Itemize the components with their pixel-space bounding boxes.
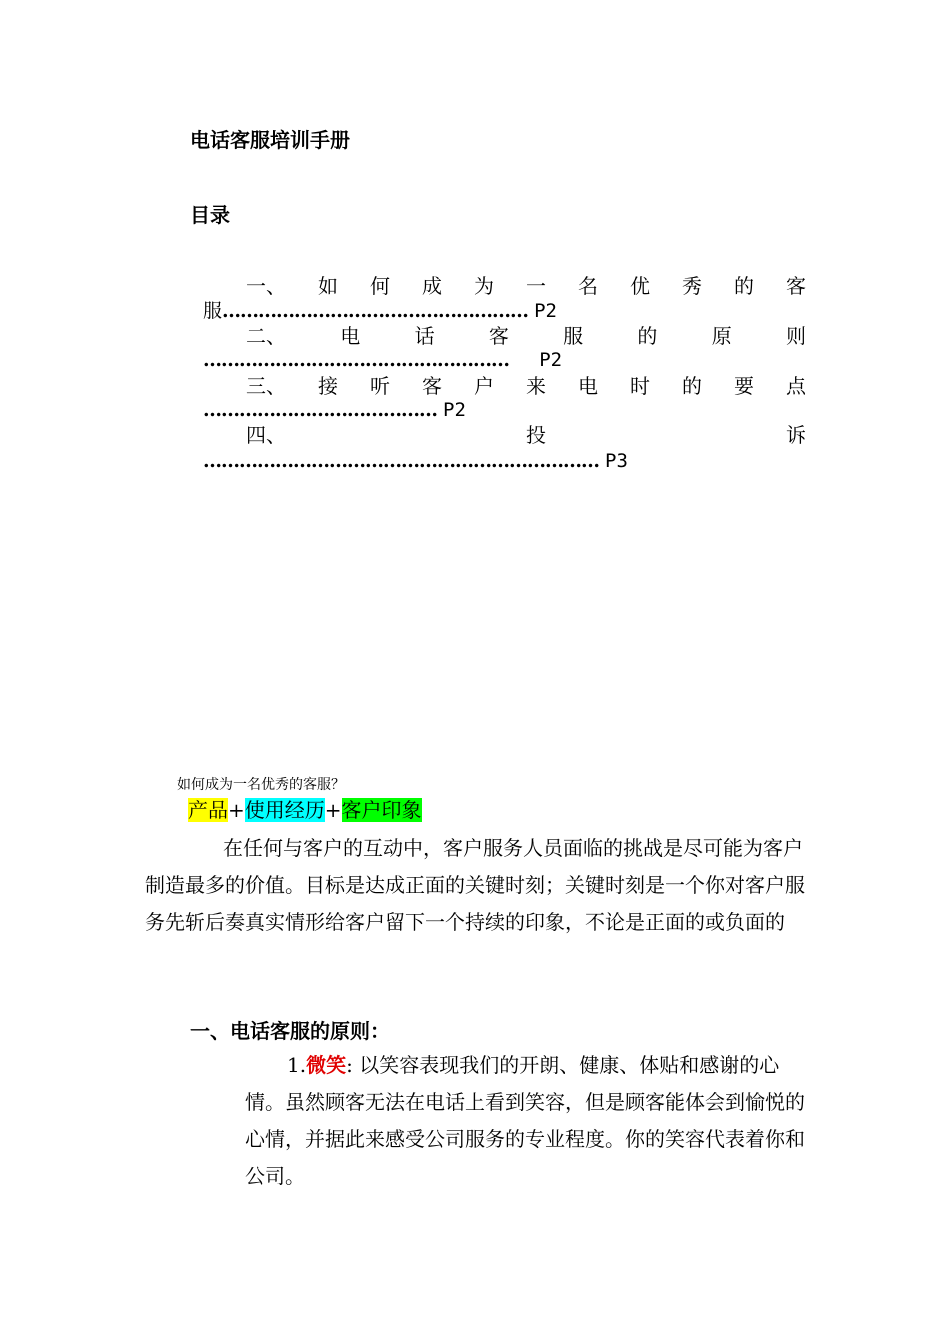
toc-entry-char: 三、 bbox=[246, 374, 286, 398]
toc-entry-char: 二、 bbox=[246, 324, 286, 348]
toc-entry-char: 秀 bbox=[682, 274, 702, 298]
document-title: 电话客服培训手册 bbox=[190, 128, 350, 152]
toc-leader-dots: ………………………………………………………… bbox=[203, 450, 599, 472]
toc-page-number: P2 bbox=[534, 300, 557, 322]
toc-entry-char: 电 bbox=[340, 324, 361, 348]
toc-entry-char: 服 bbox=[563, 324, 584, 348]
item-text: : 以笑容表现我们的开朗、健康、体贴和感谢的心情。虽然顾客无法在电话上看到笑容，但是顾客能体会到愉悦的心情，并据此来感受公司服务的专业程度。你的笑容代表着你和公司。 bbox=[245, 1053, 805, 1188]
tag-plus: + bbox=[324, 798, 342, 822]
toc-entry-char: 电 bbox=[578, 374, 598, 398]
toc-entry-char: 客 bbox=[422, 374, 442, 398]
toc-entry-char: 诉 bbox=[786, 423, 806, 447]
intro-paragraph: 在任何与客户的互动中，客户服务人员面临的挑战是尽可能为客户制造最多的价值。目标是达成正面的关键时刻；关键时刻是一个你对客户服务先斩后奏真实情形给客户留下一个持续的印象，不论是正面的或负面的 bbox=[145, 836, 805, 934]
tag-experience: 使用经历 bbox=[244, 798, 325, 822]
toc-entry-1-line1 bbox=[246, 273, 806, 299]
toc-entry-4-line2[interactable] bbox=[203, 449, 628, 473]
toc-entry-1-line2[interactable] bbox=[203, 299, 557, 323]
section-question: 如何成为一名优秀的客服？ bbox=[177, 777, 345, 793]
toc-entry-char: 优 bbox=[630, 274, 650, 298]
toc-leader-dots: …………………………………………… bbox=[203, 349, 509, 371]
toc-entry-char: 听 bbox=[370, 374, 390, 398]
toc-entry-char: 来 bbox=[526, 374, 546, 398]
toc-entry-char: 原 bbox=[711, 324, 732, 348]
toc-entry-char: 要 bbox=[734, 374, 754, 398]
toc-page-number: P2 bbox=[443, 399, 466, 421]
toc-entry-char: 户 bbox=[474, 374, 494, 398]
toc-entry-label-tail: 服 bbox=[203, 300, 223, 322]
item-keyword: 微笑 bbox=[306, 1053, 347, 1077]
toc-page-number: P3 bbox=[605, 450, 628, 472]
toc-entry-char: 话 bbox=[414, 324, 435, 348]
toc-entry-char: 客 bbox=[786, 274, 806, 298]
toc-entry-2-line1 bbox=[246, 323, 806, 349]
toc-entry-char: 则 bbox=[785, 324, 806, 348]
toc-entry-char: 点 bbox=[786, 374, 806, 398]
tag-plus: + bbox=[228, 798, 245, 822]
toc-entry-3-line1 bbox=[246, 373, 806, 399]
toc-entry-char: 客 bbox=[488, 324, 509, 348]
toc-entry-char: 接 bbox=[318, 374, 338, 398]
item-number: 1. bbox=[287, 1053, 307, 1077]
toc-entry-char: 的 bbox=[682, 374, 702, 398]
toc-entry-char: 时 bbox=[630, 374, 650, 398]
tag-product: 产品 bbox=[188, 798, 228, 822]
principle-item-1 bbox=[245, 1047, 807, 1195]
toc-entry-char: 的 bbox=[637, 324, 658, 348]
toc-entry-char: 成 bbox=[422, 274, 442, 298]
toc-entry-char: 何 bbox=[370, 274, 390, 298]
toc-entry-char: 一、 bbox=[246, 274, 286, 298]
tag-impression: 客户印象 bbox=[341, 798, 422, 822]
toc-entry-char: 如 bbox=[318, 274, 338, 298]
toc-leader-dots: ………………………………… bbox=[203, 399, 437, 421]
toc-entry-char: 四、 bbox=[246, 423, 286, 447]
toc-entry-char: 一 bbox=[526, 274, 546, 298]
toc-entry-char: 的 bbox=[734, 274, 754, 298]
formula-tagline bbox=[188, 797, 422, 823]
toc-entry-char: 为 bbox=[474, 274, 494, 298]
toc-leader-dots: …………………………………………… bbox=[222, 300, 529, 322]
toc-entry-char: 投 bbox=[526, 423, 546, 447]
toc-entry-4-line1 bbox=[246, 422, 806, 448]
toc-page-number: P2 bbox=[539, 349, 563, 371]
toc-entry-3-line2[interactable] bbox=[203, 398, 466, 422]
toc-entry-2-line2[interactable] bbox=[203, 348, 562, 372]
toc-heading: 目录 bbox=[190, 203, 230, 227]
section-heading: 一、电话客服的原则： bbox=[190, 1019, 390, 1043]
toc-entry-char: 名 bbox=[578, 274, 598, 298]
